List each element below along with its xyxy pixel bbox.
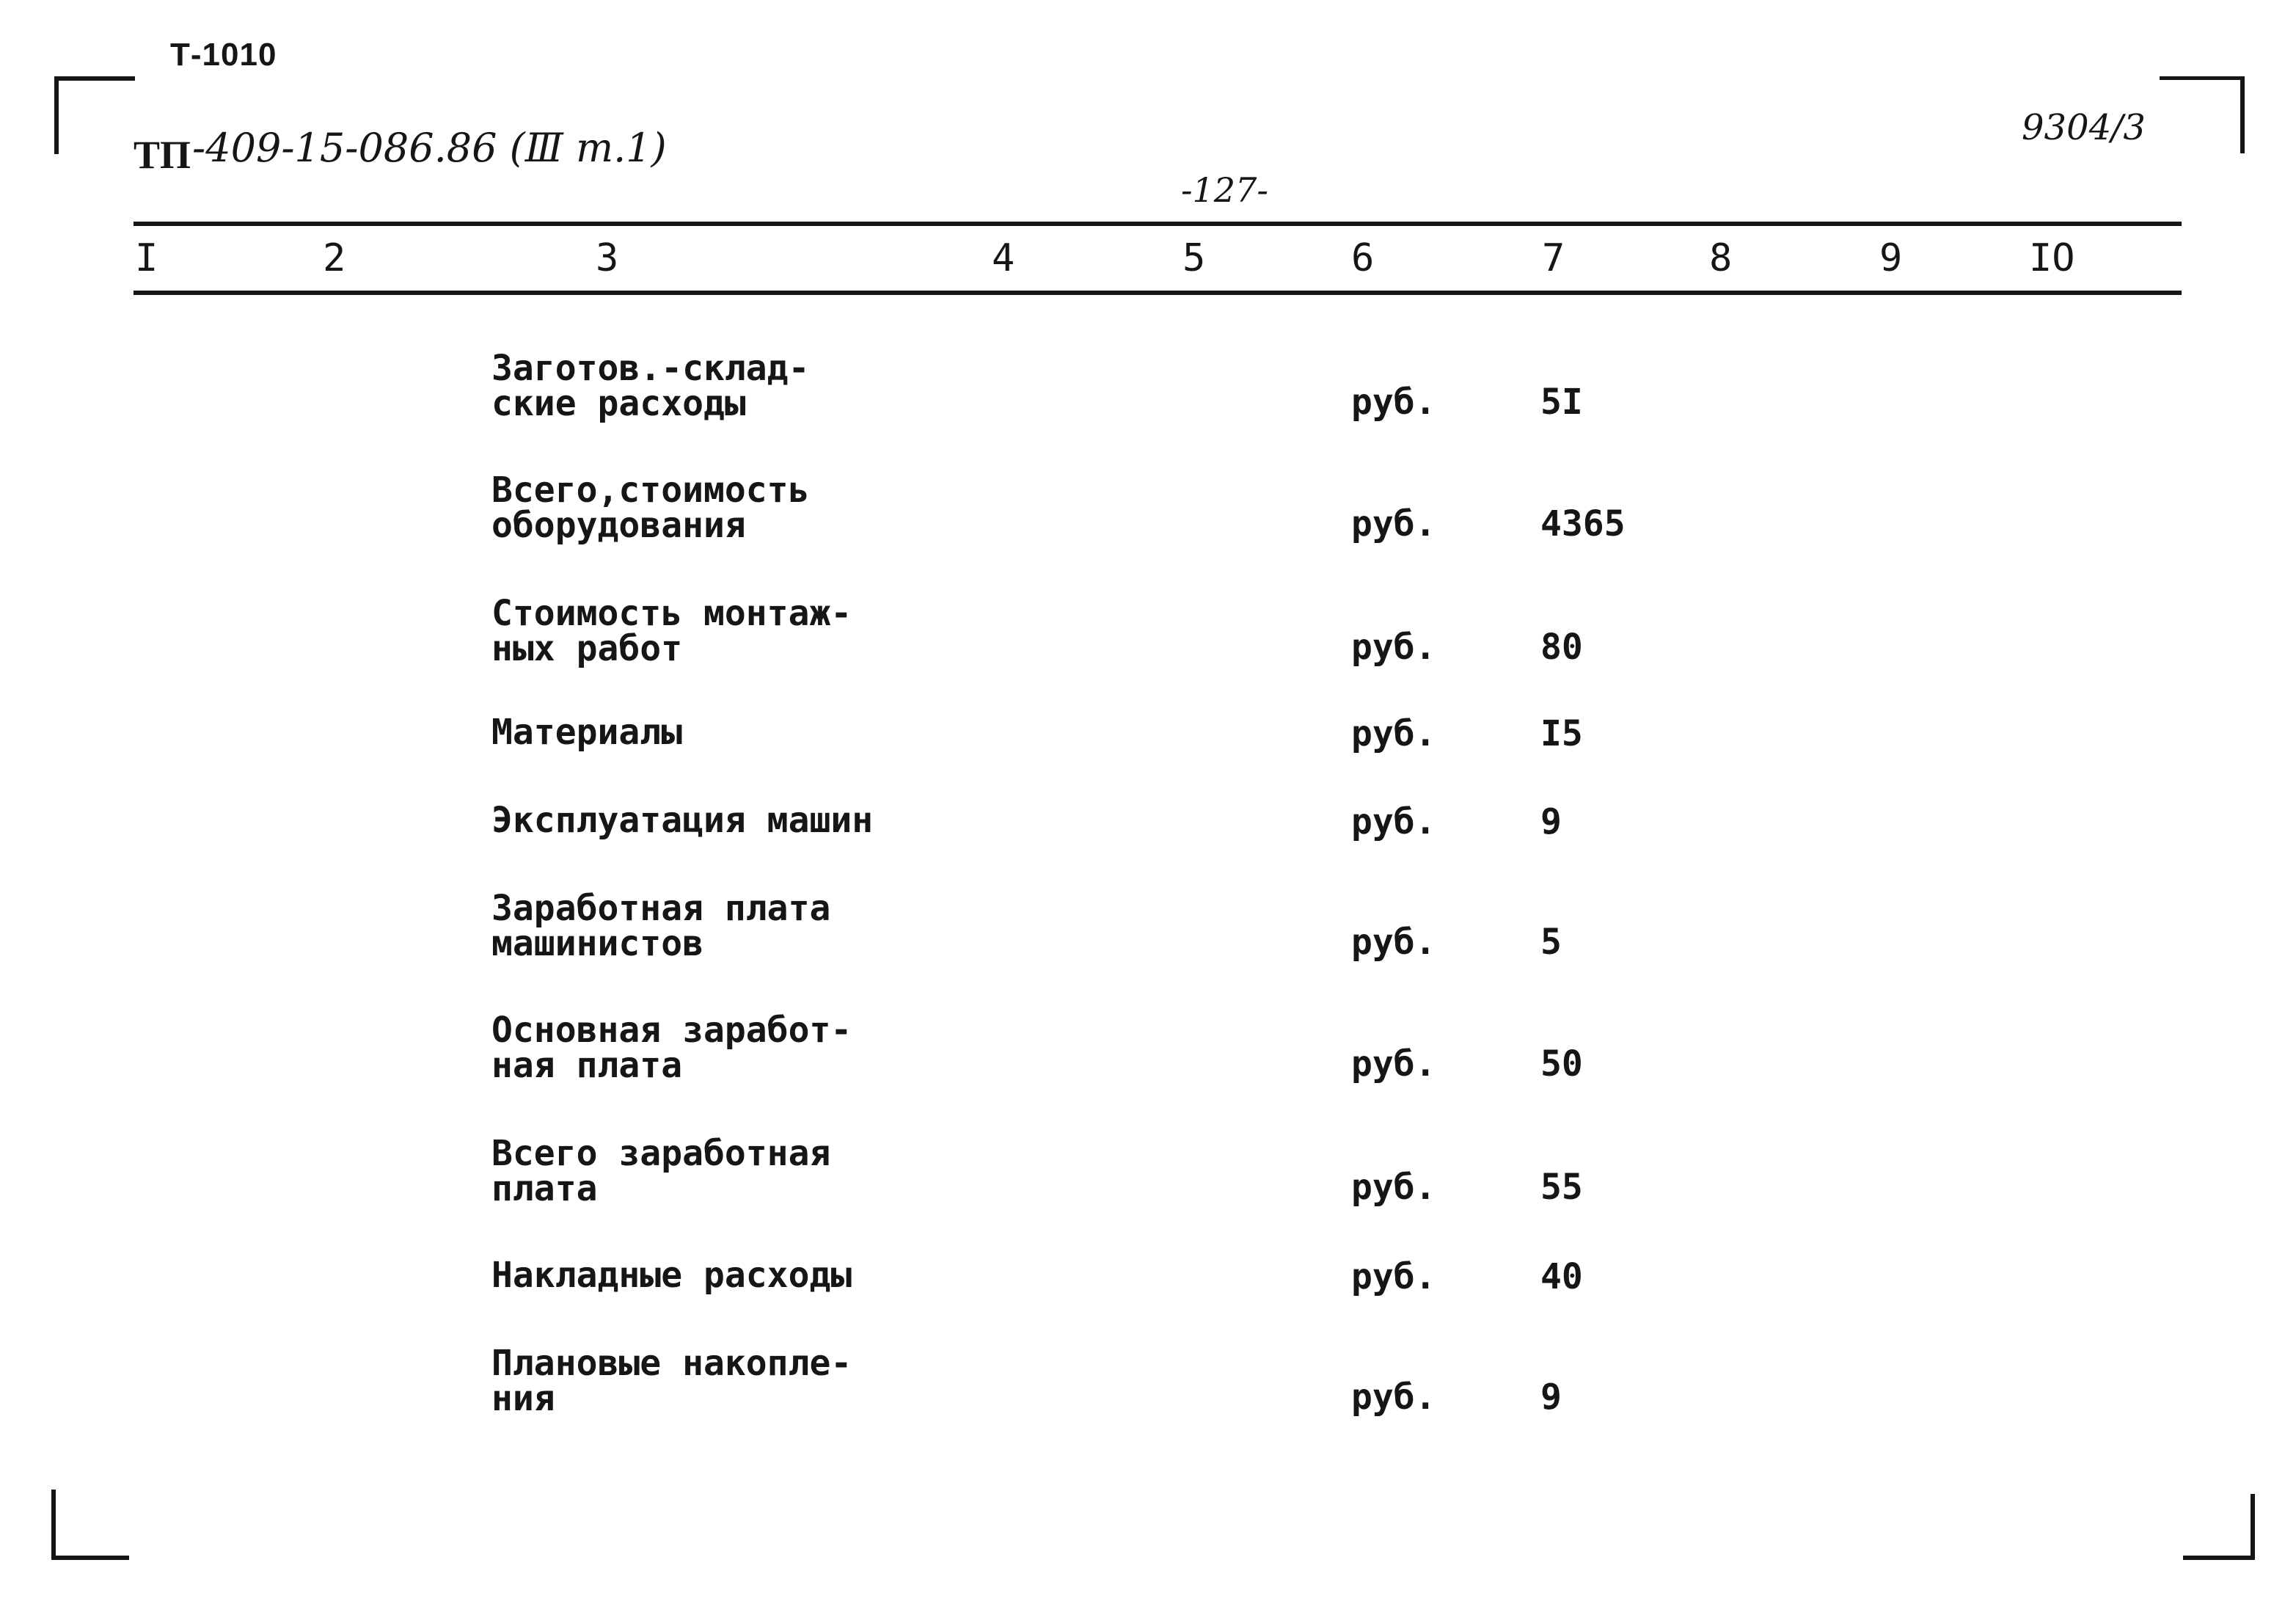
- item-unit: руб.: [1351, 713, 1436, 754]
- item-unit: руб.: [1351, 1256, 1436, 1297]
- item-value: 9: [1540, 801, 1562, 842]
- item-name: Основная заработ- ная плата: [491, 1010, 852, 1086]
- column-header-3: 3: [596, 236, 619, 280]
- corner-bracket-top-right: [2160, 76, 2245, 153]
- item-name: Эксплуатация машин: [491, 800, 874, 841]
- column-header-4: 4: [992, 236, 1015, 280]
- column-header-9: 9: [1879, 236, 1903, 280]
- item-name: Стоимость монтаж- ных работ: [491, 593, 852, 669]
- item-unit: руб.: [1351, 503, 1436, 544]
- corner-bracket-bottom-left: [51, 1490, 129, 1560]
- item-value: 80: [1540, 627, 1583, 668]
- item-name: Заработная плата машинистов: [491, 888, 831, 964]
- item-value: 4365: [1540, 503, 1626, 544]
- corner-bracket-bottom-right: [2183, 1494, 2255, 1560]
- item-name: Всего заработная плата: [491, 1133, 831, 1209]
- column-header-10: IO: [2029, 236, 2075, 280]
- item-unit: руб.: [1351, 801, 1436, 842]
- item-value: 50: [1540, 1043, 1583, 1084]
- item-value: 5: [1540, 922, 1562, 963]
- item-value: I5: [1540, 713, 1583, 754]
- item-unit: руб.: [1351, 627, 1436, 668]
- item-name: Плановые накопле- ния: [491, 1343, 852, 1419]
- table-header-rule: [134, 291, 2182, 295]
- column-header-6: 6: [1351, 236, 1375, 280]
- item-unit: руб.: [1351, 382, 1436, 423]
- page-number: -127-: [1181, 170, 1268, 210]
- item-name: Накладные расходы: [491, 1255, 852, 1296]
- column-header-8: 8: [1709, 236, 1733, 280]
- item-unit: руб.: [1351, 1043, 1436, 1084]
- sheet-reference: 9304/3: [2022, 107, 2146, 148]
- item-value: 55: [1540, 1167, 1583, 1208]
- column-header-7: 7: [1542, 236, 1565, 280]
- item-unit: руб.: [1351, 1377, 1436, 1418]
- item-unit: руб.: [1351, 922, 1436, 963]
- document-code-prefix: ТП: [134, 133, 191, 177]
- table-top-rule: [134, 222, 2182, 226]
- item-name: Всего,стоимость оборудования: [491, 470, 810, 546]
- item-value: 9: [1540, 1377, 1562, 1418]
- item-value: 40: [1540, 1256, 1583, 1297]
- corner-bracket-top-left: [54, 76, 135, 154]
- column-header-1: I: [135, 236, 158, 280]
- item-name: Заготов.-склад- ские расходы: [491, 348, 810, 424]
- item-value: 5I: [1540, 382, 1583, 423]
- item-name: Материалы: [491, 712, 683, 753]
- document-code-handwritten: -409-15-086.86 (Ⅲ т.1): [192, 125, 667, 171]
- archive-stamp: Т-1010: [170, 37, 277, 73]
- column-header-5: 5: [1182, 236, 1206, 280]
- column-header-2: 2: [323, 236, 346, 280]
- item-unit: руб.: [1351, 1167, 1436, 1208]
